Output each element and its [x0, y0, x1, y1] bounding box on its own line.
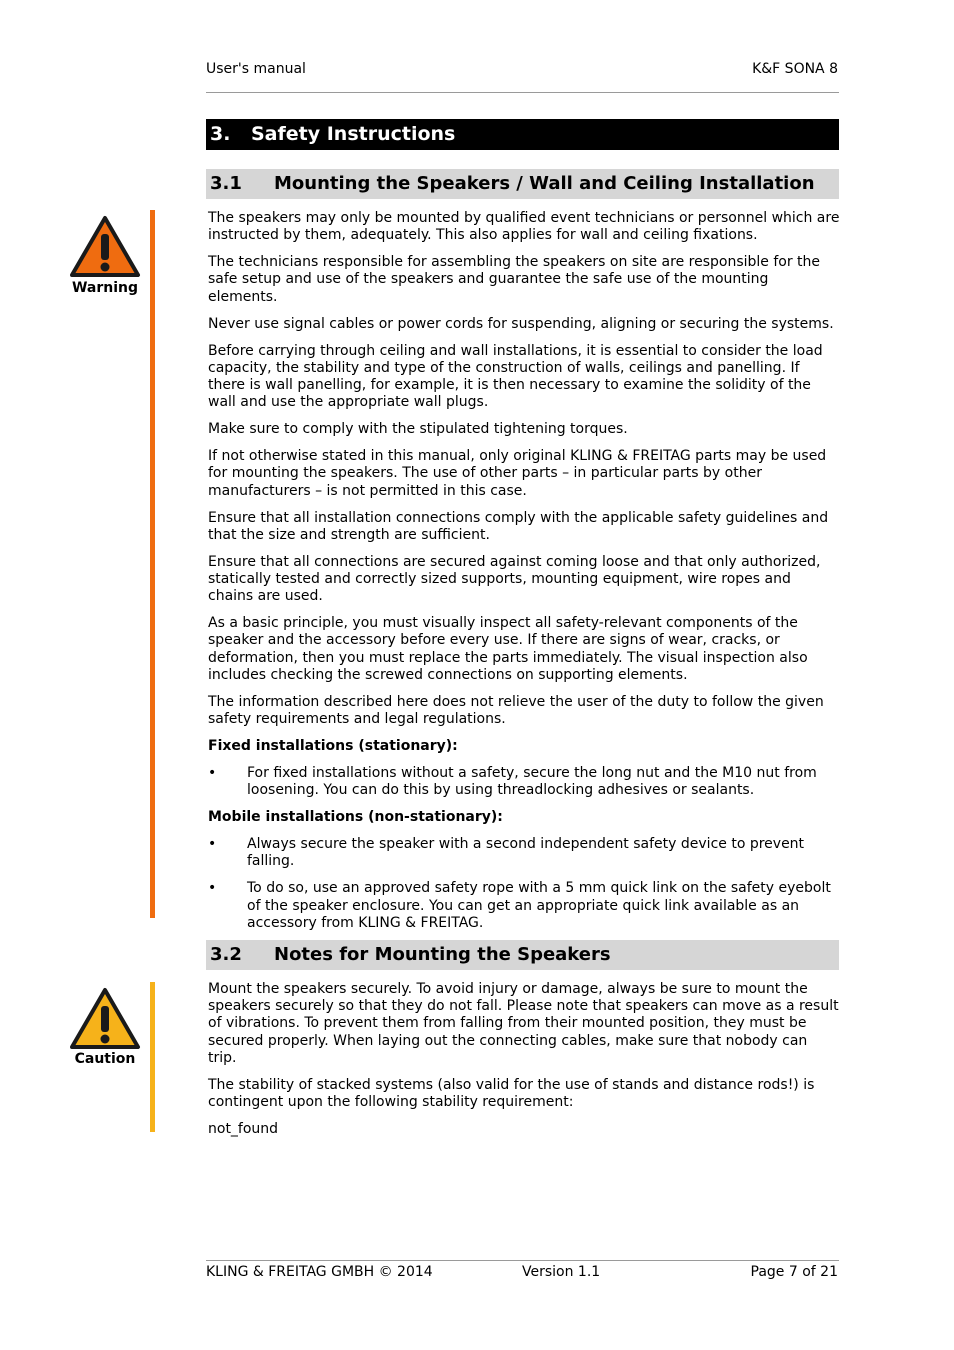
paragraph: not_found — [208, 1121, 279, 1138]
paragraph: The speakers may only be mounted by qualified event technicians or personnel which are instructed by them, adequately. This also applies for wall and ceiling fixations. — [208, 210, 840, 244]
section-title: Mounting the Speakers / Wall and Ceiling Installation — [274, 173, 815, 194]
paragraph: The technicians responsible for assembling the speakers on site are responsible for the safe setup and use of the speakers and guarantee the safe use of the mounting elements. — [208, 254, 821, 305]
footer-version: Version 1.1 — [522, 1264, 601, 1280]
paragraph: The stability of stacked systems (also valid for the use of stands and distance rods!) is contingent upon the following stability requirement: — [208, 1076, 815, 1111]
header-rule — [206, 92, 839, 93]
header-doc-type: User's manual — [206, 61, 306, 77]
list-item-text: For fixed installations without a safety, secure the long nut and the M10 nut from loosening. You can do this by using threadlocking adhesives or sealants. — [247, 765, 817, 799]
list-item — [208, 880, 840, 932]
list-item-text: To do so, use an approved safety rope with a 5 mm quick link on the safety eyebolt of the speaker enclosure. You can get an appropriate quick link available as an accessory from KLING & FREITAG. — [247, 880, 831, 931]
paragraph: The information described here does not relieve the user of the duty to follow the given safety requirements and legal regulations. — [208, 693, 824, 728]
paragraph: Never use signal cables or power cords for suspending, aligning or securing the systems. — [208, 315, 834, 332]
warning-triangle-icon — [69, 215, 141, 279]
footer-copyright: KLING & FREITAG GMBH © 2014 — [206, 1264, 433, 1280]
list-item-text: Always secure the speaker with a second independent safety device to prevent falling. — [247, 836, 805, 870]
footer-rule — [206, 1260, 839, 1261]
bullet-dot: • — [208, 836, 217, 853]
section-3-1-body — [208, 210, 840, 942]
section-3-2-body — [208, 981, 840, 1148]
mobile-installations-heading: Mobile installations (non-stationary): — [208, 809, 503, 826]
list-item — [208, 765, 840, 799]
chapter-heading — [206, 119, 839, 150]
paragraph: Ensure that all connections are secured against coming loose and that only authorized, statically tested and correctly sized supports, mounting equipment, wire ropes and chains are used. — [208, 553, 821, 605]
chapter-title: Safety Instructions — [251, 123, 456, 145]
caution-label: Caution — [74, 1051, 136, 1067]
paragraph: As a basic principle, you must visually inspect all safety-relevant components of the speaker and the accessory before every use. If there are signs of wear, cracks, or deformation, then you must replace the parts immediately. The visual inspection also includes checking the screwed connections on supporting elements. — [208, 615, 808, 683]
paragraph: If not otherwise stated in this manual, only original KLING & FREITAG parts may be used for mounting the speakers. The use of other parts – in particular parts by other manufacturers – is not permitted in this case. — [208, 448, 827, 499]
bullet-dot: • — [208, 880, 217, 897]
warning-margin-bar — [150, 210, 155, 918]
section-heading-3-2 — [206, 940, 839, 970]
section-number: 3.1 — [210, 173, 242, 194]
section-title: Notes for Mounting the Speakers — [274, 944, 611, 965]
caution-margin-bar — [150, 982, 155, 1132]
section-number: 3.2 — [210, 944, 242, 965]
bullet-dot: • — [208, 765, 217, 782]
list-item — [208, 836, 840, 870]
section-heading-3-1 — [206, 169, 839, 199]
paragraph: Make sure to comply with the stipulated tightening torques. — [208, 421, 628, 438]
caution-triangle-icon — [69, 987, 141, 1051]
paragraph: Before carrying through ceiling and wall installations, it is essential to consider the load capacity, the stability and type of the construction of walls, ceilings and panelling. If there is wall panelling, for example, it is then necessary to examine the solidity of the wall and use the appropriate wall plugs. — [208, 342, 823, 411]
footer-page-number: Page 7 of 21 — [750, 1264, 838, 1280]
warning-label: Warning — [71, 280, 139, 296]
fixed-installations-heading: Fixed installations (stationary): — [208, 738, 458, 755]
paragraph: Ensure that all installation connections comply with the applicable safety guidelines and that the size and strength are sufficient. — [208, 509, 829, 543]
chapter-number: 3. — [210, 123, 231, 145]
header-product: K&F SONA 8 — [752, 61, 838, 77]
paragraph: Mount the speakers securely. To avoid injury or damage, always be sure to mount the speakers securely so that they do not fall. Please note that speakers can move as a result of vibrations. To prevent them from falling from their mounted position, they must be secured properly. When laying out the connecting cables, make sure that nobody can trip. — [208, 981, 839, 1066]
